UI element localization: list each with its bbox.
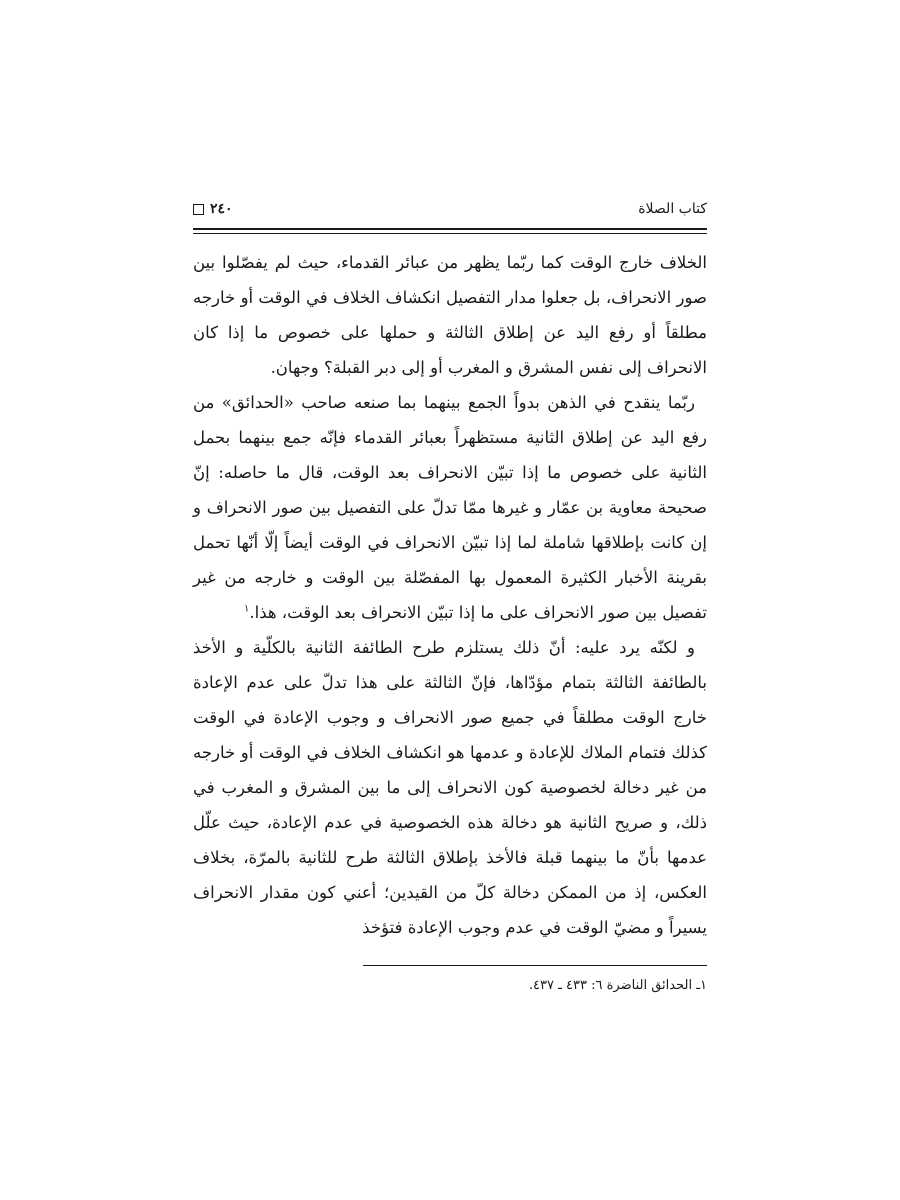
paragraph-2 <box>193 385 707 630</box>
book-title: كتاب الصلاة <box>638 201 707 217</box>
footnote-rule <box>363 965 707 966</box>
page-number: ٢٤٠ <box>210 201 233 217</box>
main-text <box>193 245 707 945</box>
header-rule <box>193 228 707 234</box>
book-page <box>193 196 707 996</box>
square-icon <box>193 204 204 215</box>
paragraph-1: الخلاف خارج الوقت كما ربّما يظهر من عبائر القدماء، حيث لم يفصّلوا بين صور الانحراف، بل جعلوا مدار التفصيل انكشاف الخلاف في الوقت أو خارجه مطلقاً أو رفع اليد عن إطلاق الثالثة و حملها على خصوص ما إذا كان الانحراف إلى نفس المشرق و المغرب أو إلى دبر القبلة؟ وجهان. <box>193 253 707 377</box>
paragraph-3: و لكنّه يرد عليه: أنّ ذلك يستلزم طرح الطائفة الثانية بالكلّية و الأخذ بالطائفة الثالثة بتمام مؤدّاها، فإنّ الثالثة على هذا تدلّ على عدم الإعادة خارج الوقت مطلقاً في جميع صور الانحراف و وجوب الإعادة في الوقت كذلك فتمام الملاك للإعادة و عدمها هو انكشاف الخلاف في الوقت أو خارجه من غير دخالة لخصوصية كون الانحراف إلى ما بين المشرق و المغرب في ذلك، و صريح الثانية هو دخالة هذه الخصوصية في عدم الإعادة، حيث علّل عدمها بأنّ ما بينهما قبلة فالأخذ بإطلاق الثالثة طرح للثانية بالمرّة، بخلاف العكس، إذ من الممكن دخالة كلّ من القيدين؛ أعني كون مقدار الانحراف يسيراً و مضيّ الوقت في عدم وجوب الإعادة فتؤخذ <box>193 638 707 937</box>
paragraph-2-text: ربّما ينقدح في الذهن بدواً الجمع بينهما بما صنعه صاحب «الحدائق» من رفع اليد عن إطلاق الثانية مستظهراً بعبائر القدماء فإنّه جمع بينهما بحمل الثانية على خصوص ما إذا تبيّن الانحراف بعد الوقت، قال ما حاصله: إنّ صحيحة معاوية بن عمّار و غيرها ممّا تدلّ على التفصيل بين صور الانحراف و إن كانت بإطلاقها شاملة لما إذا تبيّن الانحراف في الوقت أيضاً إلّا أنّها تحمل بقرينة الأخبار الكثيرة المعمول بها المفصّلة بين الوقت و خارجه من غير تفصيل بين صور الانحراف على ما إذا تبيّن الانحراف بعد الوقت، هذا. <box>193 393 707 622</box>
footnote-marker: ١ <box>244 603 250 615</box>
footnote: ١ـ الحدائق الناضرة ٦: ٤٣٣ ـ ٤٣٧. <box>528 978 707 993</box>
running-header <box>193 196 707 222</box>
page-number-block <box>193 201 233 217</box>
